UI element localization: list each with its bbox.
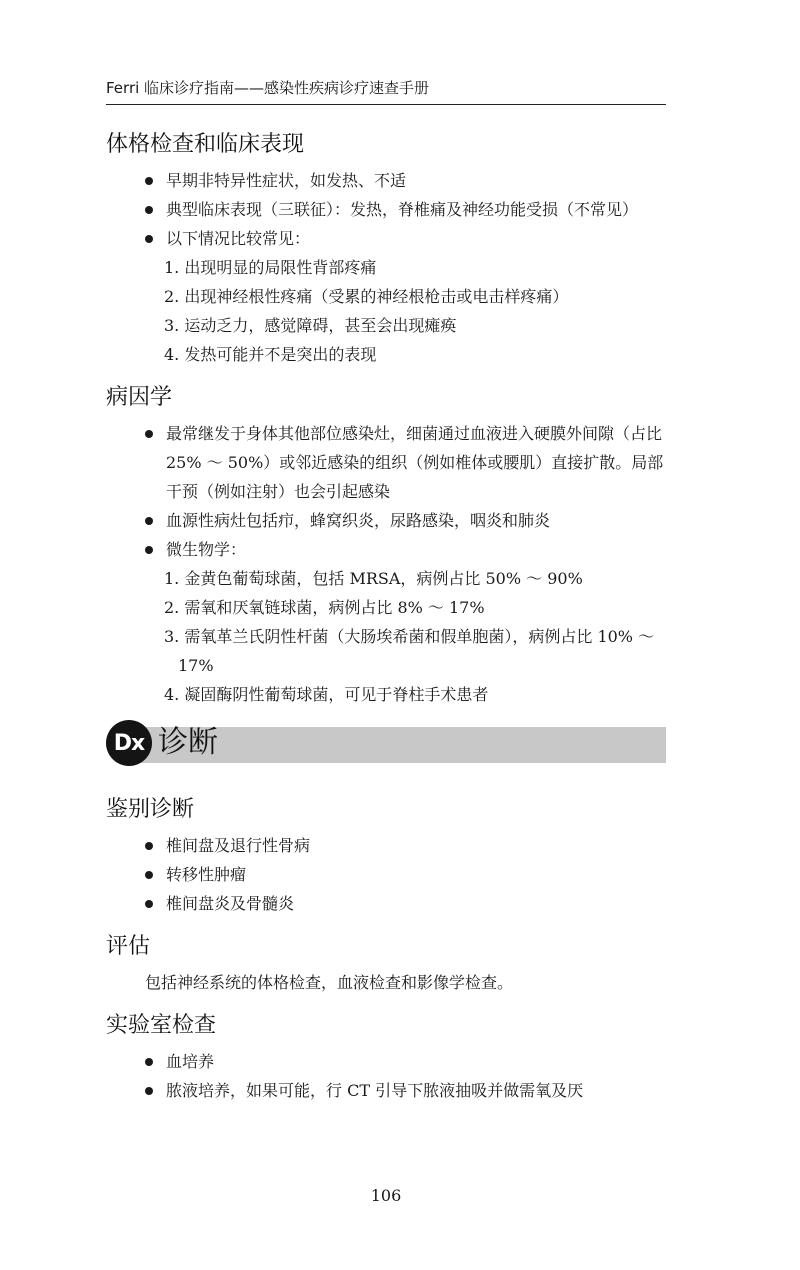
- section-etiology: [106, 383, 666, 709]
- section-heading: 实验室检查: [106, 1013, 217, 1038]
- list-item: 早期非特异性症状，如发热、不适: [106, 166, 666, 195]
- list-item: 2. 需氧和厌氧链球菌，病例占比 8% ～ 17%: [164, 598, 485, 617]
- list-item: 4. 凝固酶阴性葡萄球菌，可见于脊柱手术患者: [164, 685, 489, 704]
- section-heading: 体格检查和临床表现: [106, 132, 305, 157]
- diagnosis-chapter-bar: [106, 723, 666, 763]
- paragraph: 包括神经系统的体格检查，血液检查和影像学检查。: [145, 973, 514, 992]
- list-item: 3. 运动乏力，感觉障碍，甚至会出现瘫痪: [164, 316, 457, 335]
- dx-badge-icon: Dx: [106, 720, 152, 766]
- section-evaluation: [106, 932, 666, 997]
- section-heading: 评估: [106, 934, 151, 959]
- page-content: [106, 130, 666, 1119]
- list-item: 4. 发热可能并不是突出的表现: [164, 345, 377, 364]
- list-item: 脓液培养，如果可能，行 CT 引导下脓液抽吸并做需氧及厌: [106, 1076, 666, 1105]
- page-number: 106: [370, 1186, 402, 1205]
- list-item: 椎间盘及退行性骨病: [106, 831, 666, 860]
- list-item: 1. 金黄色葡萄球菌，包括 MRSA，病例占比 50% ～ 90%: [164, 569, 583, 588]
- list-item: 以下情况比较常见：: [106, 224, 666, 253]
- numbered-list: [106, 564, 666, 709]
- list-item: 典型临床表现（三联征）：发热，脊椎痛及神经功能受损（不常见）: [106, 195, 666, 224]
- list-item: 血源性病灶包括疖，蜂窝织炎，尿路感染，咽炎和肺炎: [106, 506, 666, 535]
- list-item: 转移性肿瘤: [106, 860, 666, 889]
- bullet-list: [106, 419, 666, 564]
- bullet-list: [106, 166, 666, 253]
- section-lab-tests: [106, 1011, 666, 1105]
- section-differential: [106, 795, 666, 918]
- list-item: 最常继发于身体其他部位感染灶，细菌通过血液进入硬膜外间隙（占比 25% ～ 50%）或邻近感染的组织（例如椎体或腰肌）直接扩散。局部干预（例如注射）也会引起感染: [106, 419, 666, 506]
- list-item: 微生物学：: [106, 535, 666, 564]
- bullet-list: [106, 831, 666, 918]
- section-physical-exam: [106, 130, 666, 369]
- numbered-list: [106, 253, 666, 369]
- bullet-list: [106, 1047, 666, 1105]
- list-item: 1. 出现明显的局限性背部疼痛: [164, 258, 377, 277]
- list-item: 2. 出现神经根性疼痛（受累的神经根枪击或电击样疼痛）: [164, 287, 569, 306]
- section-heading: 鉴别诊断: [106, 797, 195, 822]
- list-item: 血培养: [106, 1047, 666, 1076]
- running-header: Ferri 临床诊疗指南——感染性疾病诊疗速查手册: [106, 78, 666, 105]
- list-item: 椎间盘炎及骨髓炎: [106, 889, 666, 918]
- section-heading: 病因学: [106, 385, 173, 410]
- chapter-title: 诊断: [158, 725, 218, 760]
- list-item: 3. 需氧革兰氏阴性杆菌（大肠埃希菌和假单胞菌），病例占比 10% ～ 17%: [164, 627, 655, 675]
